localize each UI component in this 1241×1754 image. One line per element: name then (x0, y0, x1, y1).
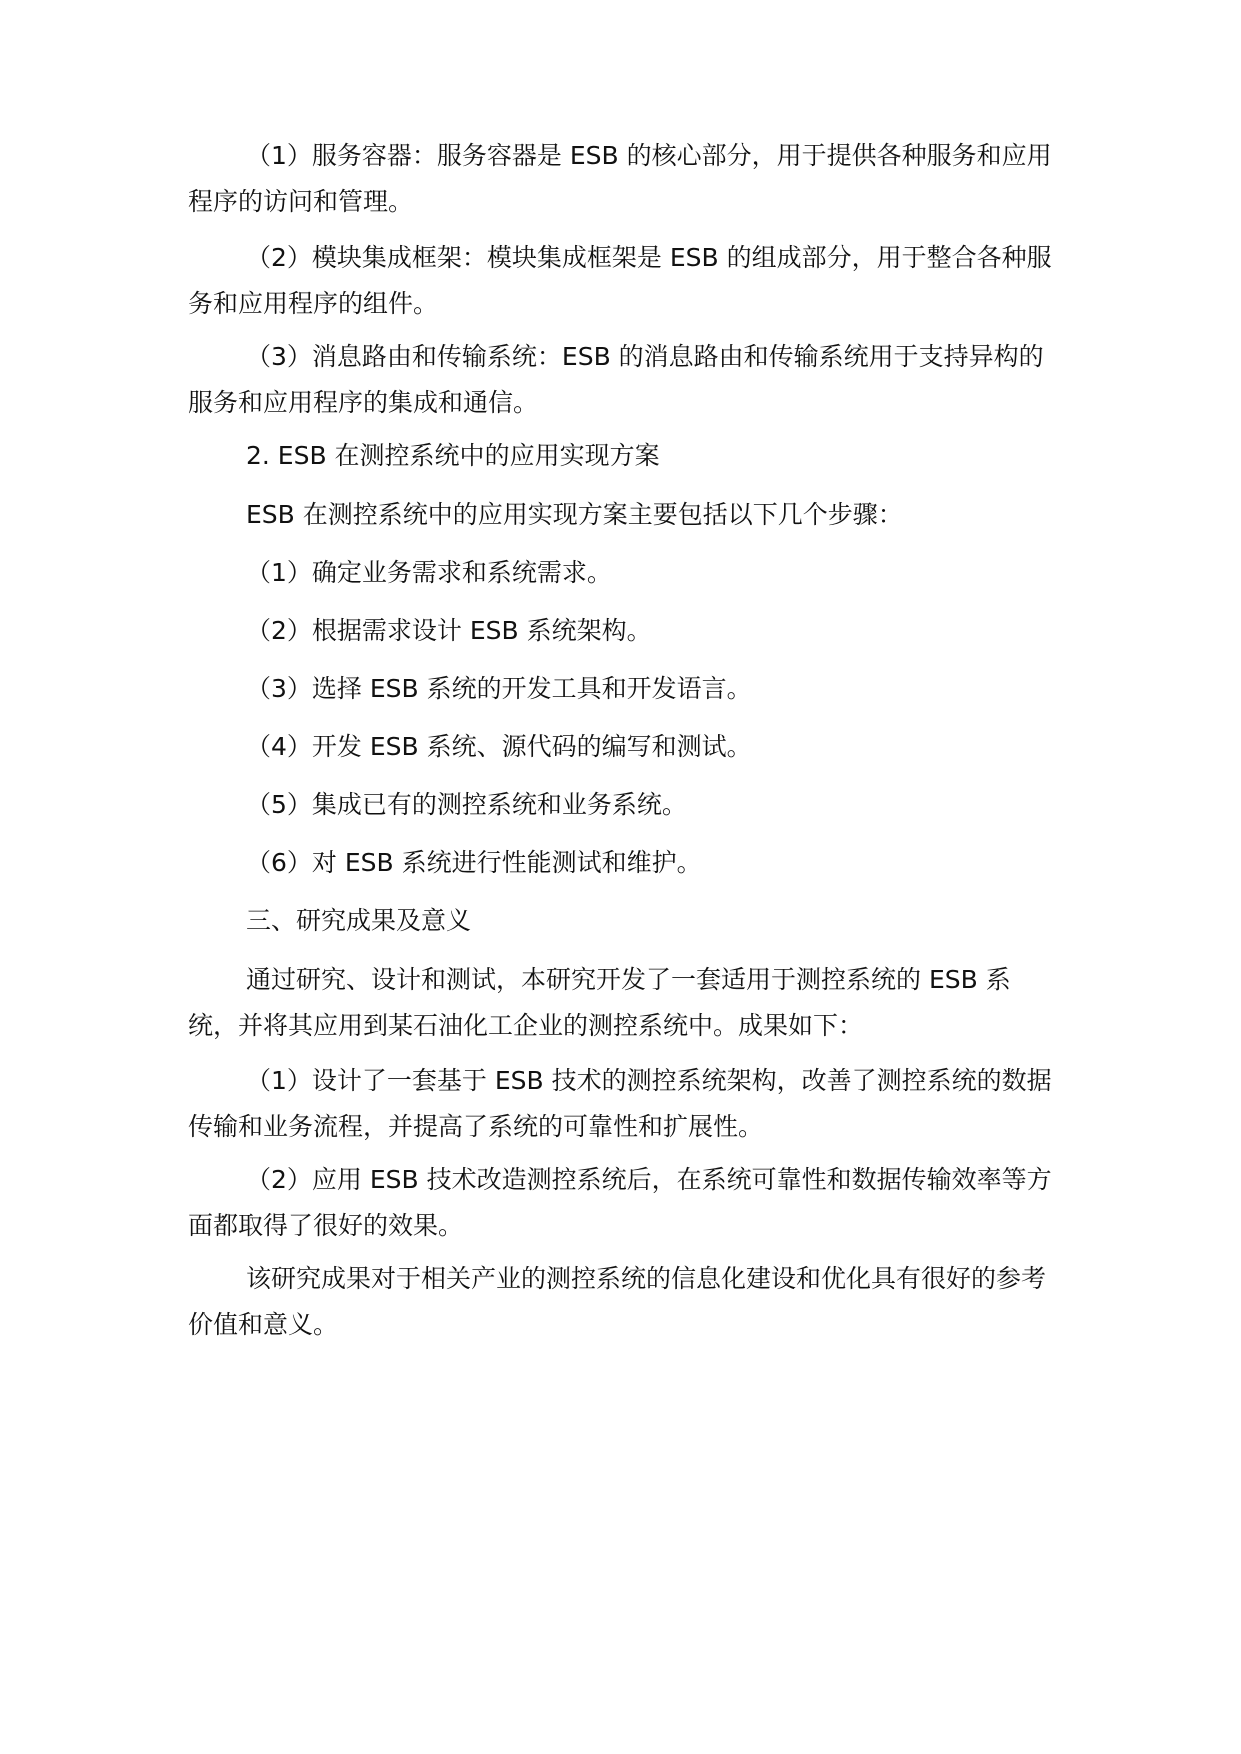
list-item-step-4: （4）开发 ESB 系统、源代码的编写和测试。 (246, 732, 752, 761)
section-heading-results: 三、研究成果及意义 (246, 906, 472, 935)
paragraph-service-container: （1）服务容器：服务容器是 ESB 的核心部分，用于提供各种服务和应用程序的访问和管理。 (188, 141, 1052, 216)
list-item-result-2: （2）应用 ESB 技术改造测控系统后，在系统可靠性和数据传输效率等方面都取得了很好的效果。 (188, 1165, 1052, 1240)
section-heading-implementation: 2. ESB 在测控系统中的应用实现方案 (246, 441, 660, 470)
paragraph-significance: 该研究成果对于相关产业的测控系统的信息化建设和优化具有很好的参考价值和意义。 (188, 1264, 1047, 1339)
paragraph-module-framework: （2）模块集成框架：模块集成框架是 ESB 的组成部分，用于整合各种服务和应用程序的组件。 (188, 243, 1052, 318)
list-item-step-1: （1）确定业务需求和系统需求。 (246, 558, 612, 587)
list-item-result-1: （1）设计了一套基于 ESB 技术的测控系统架构，改善了测控系统的数据传输和业务流程，并提高了系统的可靠性和扩展性。 (188, 1066, 1052, 1141)
paragraph-steps-intro: ESB 在测控系统中的应用实现方案主要包括以下几个步骤： (246, 500, 903, 529)
list-item-step-5: （5）集成已有的测控系统和业务系统。 (246, 790, 687, 819)
list-item-step-6: （6）对 ESB 系统进行性能测试和维护。 (246, 848, 702, 877)
paragraph-results-intro: 通过研究、设计和测试，本研究开发了一套适用于测控系统的 ESB 系统，并将其应用到某石油化工企业的测控系统中。成果如下： (188, 965, 1011, 1040)
paragraph-message-routing: （3）消息路由和传输系统：ESB 的消息路由和传输系统用于支持异构的服务和应用程序的集成和通信。 (188, 342, 1044, 417)
list-item-step-3: （3）选择 ESB 系统的开发工具和开发语言。 (246, 674, 752, 703)
list-item-step-2: （2）根据需求设计 ESB 系统架构。 (246, 616, 652, 645)
